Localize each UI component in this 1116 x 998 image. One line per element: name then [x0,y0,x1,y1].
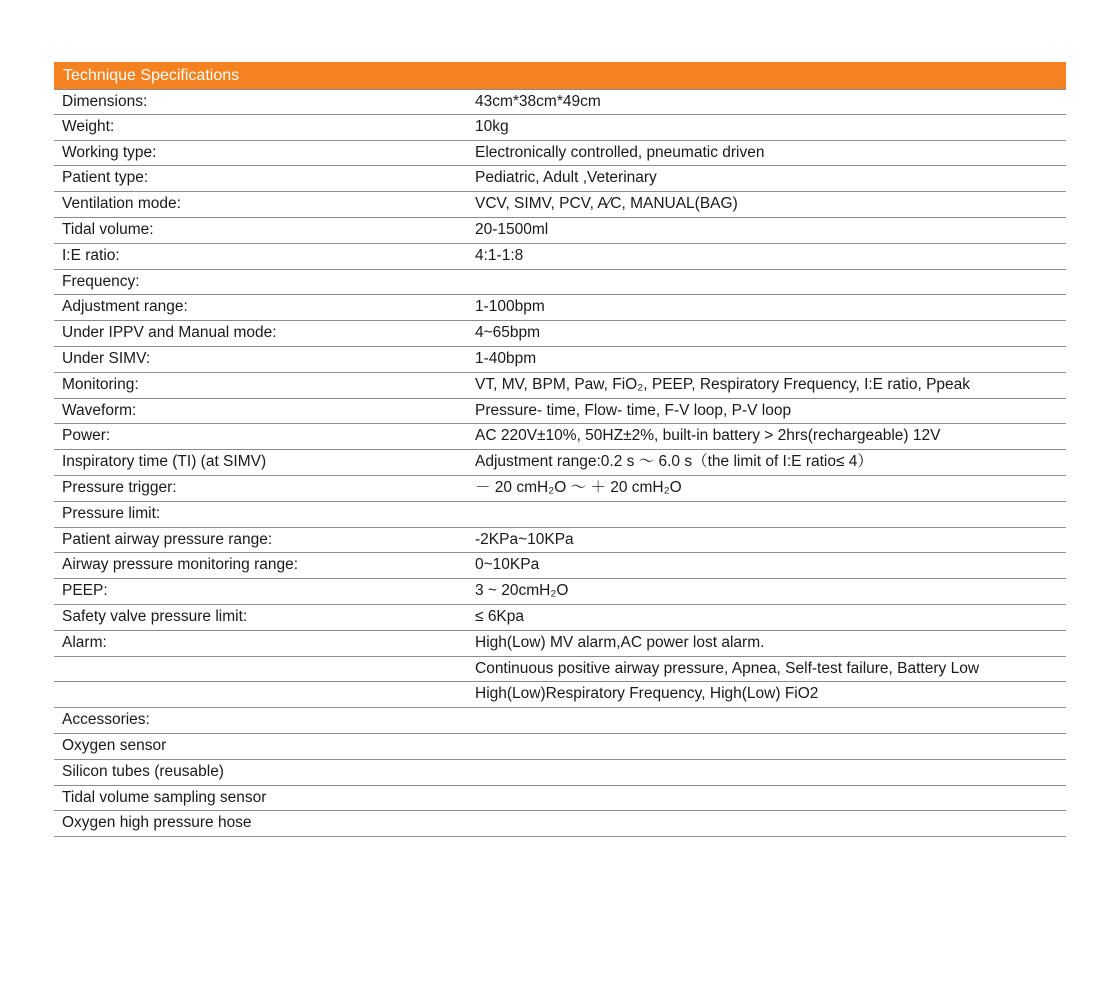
table-row [54,734,1066,760]
spec-value: 1-100bpm [475,298,545,316]
spec-value: VT, MV, BPM, Paw, FiO₂, PEEP, Respiratory Frequency, I:E ratio, Ppeak [475,375,971,393]
spec-label: Patient type: [62,169,149,187]
spec-label: Working type: [62,143,157,161]
table-row [54,579,1066,605]
table-row [54,502,1066,528]
spec-label [54,657,469,682]
spec-label: Frequency: [62,272,140,290]
spec-label: Oxygen sensor [62,736,167,754]
spec-value: Pressure- time, Flow- time, F-V loop, P-V loop [475,401,792,419]
table-row [54,476,1066,502]
table-row [54,528,1066,554]
table-title: Technique Specifications [54,62,1066,89]
table-row [54,321,1066,347]
table-row [54,244,1066,270]
spec-label: Monitoring: [62,375,139,393]
spec-label: Inspiratory time (TI) (at SIMV) [62,453,267,471]
table-row [54,786,1066,812]
spec-label: Pressure trigger: [62,478,177,496]
table-row [54,708,1066,734]
spec-value: 1-40bpm [475,349,537,367]
spec-value: Electronically controlled, pneumatic driven [475,143,765,161]
spec-value [469,760,1066,785]
spec-label: Adjustment range: [62,298,188,316]
spec-label: Oxygen high pressure hose [62,814,252,832]
spec-value: -2KPa~10KPa [475,530,574,548]
spec-label: Waveform: [62,401,137,419]
table-row [54,657,1066,683]
spec-label: Patient airway pressure range: [62,530,273,548]
spec-label: Alarm: [62,633,107,651]
spec-value: High(Low) MV alarm,AC power lost alarm. [475,633,765,651]
table-row [54,399,1066,425]
spec-label: Under IPPV and Manual mode: [62,324,277,342]
spec-value: High(Low)Respiratory Frequency, High(Low) FiO2 [475,685,819,703]
table-row [54,270,1066,296]
table-row [54,760,1066,786]
spec-label: Weight: [62,117,115,135]
spec-label: PEEP: [62,582,108,600]
spec-label: Tidal volume: [62,220,154,238]
table-row [54,373,1066,399]
spec-label: Dimensions: [62,93,148,110]
spec-label: Accessories: [62,711,150,729]
spec-value: Adjustment range:0.2 s ～ 6.0 s（the limit of I:E ratio≤ 4） [475,453,873,471]
table-row [54,115,1066,141]
spec-label: Silicon tubes (reusable) [62,762,224,780]
spec-value: Continuous positive airway pressure, Apnea, Self-test failure, Battery Low [475,659,980,677]
spec-label: Tidal volume sampling sensor [62,788,267,806]
table-row [54,631,1066,657]
spec-value [469,708,1066,733]
table-row [54,295,1066,321]
spec-label: Airway pressure monitoring range: [62,556,299,574]
spec-value: 20-1500ml [475,220,549,238]
spec-label: Ventilation mode: [62,195,181,213]
table-row [54,450,1066,476]
spec-value: 4~65bpm [475,324,541,342]
table-row [54,192,1066,218]
table-row [54,605,1066,631]
spec-value [469,502,1066,527]
spec-table [54,62,1066,837]
spec-value [469,811,1066,836]
table-row [54,424,1066,450]
spec-value [469,270,1066,295]
table-row [54,141,1066,167]
spec-label: Power: [62,427,111,445]
spec-value: 10kg [475,117,509,135]
table-row [54,811,1066,837]
spec-value [469,786,1066,811]
table-body [54,89,1066,837]
spec-label: I:E ratio: [62,246,120,264]
table-row [54,553,1066,579]
spec-label: Pressure limit: [62,504,161,522]
spec-label [54,682,469,707]
spec-value: ≤ 6Kpa [475,607,525,625]
table-row [54,347,1066,373]
spec-value: VCV, SIMV, PCV, A⁄C, MANUAL(BAG) [475,195,738,213]
spec-value: 4:1-1:8 [475,246,524,264]
spec-value: － 20 cmH₂O ～ ＋ 20 cmH₂O [475,478,682,496]
spec-value [469,734,1066,759]
spec-value: 3 ~ 20cmH₂O [475,582,569,600]
spec-label: Under SIMV: [62,349,151,367]
table-row [54,166,1066,192]
table-row [54,218,1066,244]
spec-value: AC 220V±10%, 50HZ±2%, built-in battery > 2hrs(rechargeable) 12V [475,427,941,445]
table-row [54,682,1066,708]
spec-value: 43cm*38cm*49cm [475,93,601,110]
table-row [54,89,1066,115]
spec-label: Safety valve pressure limit: [62,607,248,625]
spec-value: 0~10KPa [475,556,540,574]
spec-value: Pediatric, Adult ,Veterinary [475,169,657,187]
